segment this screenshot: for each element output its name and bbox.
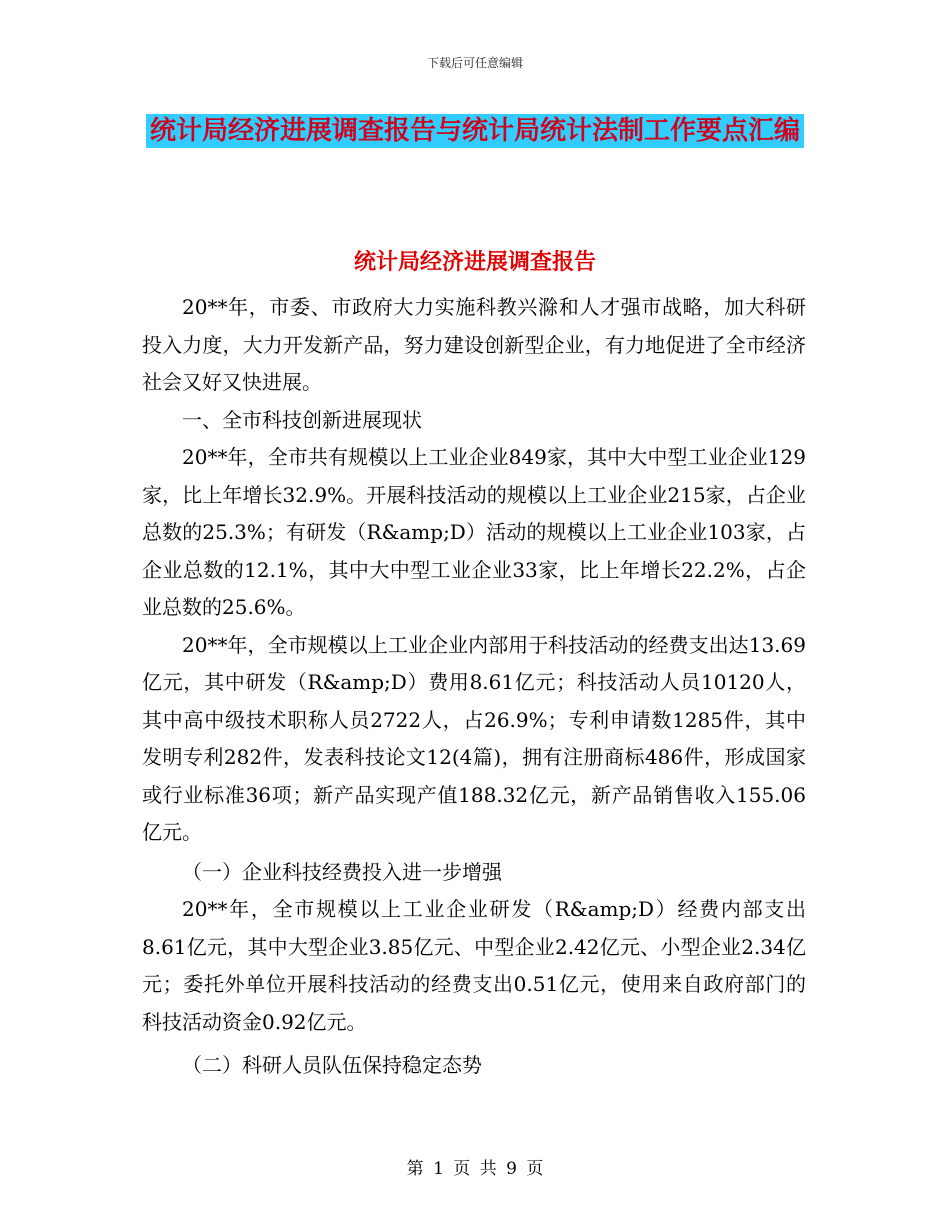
paragraph-rd-expenditure: 20**年，全市规模以上工业企业研发（R&amp;D）经费内部支出8.61亿元，其中大型企业3.85亿元、中型企业2.42亿元、小型企业2.34亿元；委托外单位开展科技活动的经费支出0.51亿元，使用来自政府部门的科技活动资金0.92亿元。: [142, 897, 806, 1034]
heading-subsection-2: （二）科研人员队伍保持稳定态势: [182, 1053, 482, 1077]
paragraph-enterprise-stats: 20**年，全市共有规模以上工业企业849家，其中大中型工业企业129家，比上年增长32.9%。开展科技活动的规模以上工业企业215家，占企业总数的25.3%；有研发（R&amp;D）活动的规模以上工业企业103家，占企业总数的12.1%，其中大中型工业企业33家，比上年增长22.2%，占企业总数的25.6%。: [142, 445, 806, 619]
page-footer: 第 1 页 共 9 页: [406, 1159, 544, 1179]
heading-subsection-1: （一）企业科技经费投入进一步增强: [182, 859, 502, 884]
header-note: 下载后可任意编辑: [426, 56, 523, 70]
document-title: 统计局经济进展调查报告与统计局统计法制工作要点汇编: [146, 114, 804, 148]
paragraph-intro: 20**年，市委、市政府大力实施科教兴滁和人才强市战略，加大科研投入力度，大力开发新产品，努力建设创新型企业，有力地促进了全市经济社会又好又快进展。: [142, 295, 806, 394]
heading-section-1: 一、全市科技创新进展现状: [182, 407, 422, 432]
section-title: 统计局经济进展调查报告: [353, 249, 596, 275]
document-title-block: [140, 108, 810, 157]
document-body: [142, 289, 806, 1085]
paragraph-funding-stats: 20**年，全市规模以上工业企业内部用于科技活动的经费支出达13.69亿元，其中研发（R&amp;D）费用8.61亿元；科技活动人员10120人，其中高中级技术职称人员2722人，占26.9%；专利申请数1285件，其中发明专利282件，发表科技论文12(4篇)，拥有注册商标486件，形成国家或行业标准36项；新产品实现产值188.32亿元，新产品销售收入155.06亿元。: [142, 632, 806, 844]
